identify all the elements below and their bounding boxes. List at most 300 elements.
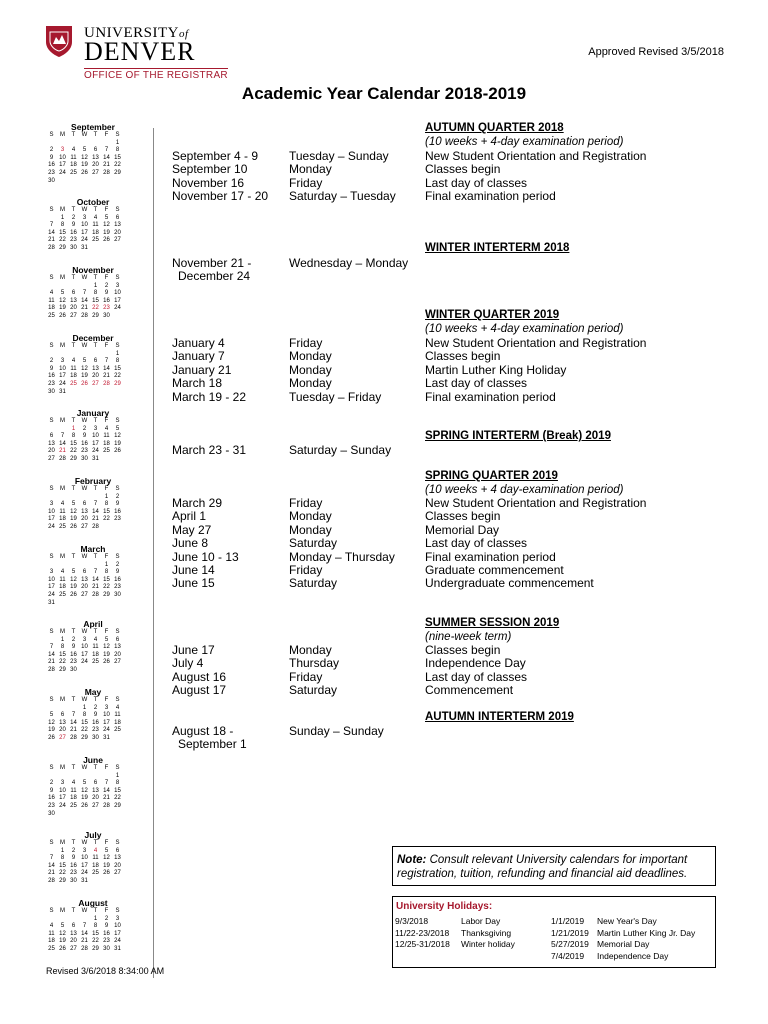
day-cell: 25	[70, 802, 77, 809]
day-cell: 25	[59, 523, 66, 530]
day-cell: 13	[92, 787, 99, 794]
event-days: Saturday – Sunday	[289, 443, 392, 457]
day-cell: 30	[114, 591, 121, 598]
day-cell: 8	[115, 147, 120, 154]
day-cell: 22	[103, 516, 110, 523]
day-cell: 28	[81, 312, 88, 319]
weekday-label: S	[49, 132, 54, 138]
empty-cell	[79, 283, 90, 291]
day-cell: 14	[103, 787, 110, 794]
week-row	[46, 637, 140, 645]
day-cell: 26	[103, 870, 110, 877]
day-cell: 18	[59, 584, 66, 591]
week-row	[46, 788, 140, 796]
day-cell: 12	[103, 644, 110, 651]
weekday-label: T	[71, 629, 76, 635]
day-cell: 5	[115, 425, 120, 432]
event-description: Classes begin	[425, 643, 501, 657]
weekday-label: F	[104, 765, 109, 771]
week-row	[46, 298, 140, 306]
event-days: Saturday	[289, 576, 338, 591]
week-row	[46, 351, 140, 359]
day-cell: 9	[71, 644, 76, 651]
empty-cell	[46, 705, 57, 713]
day-cell: 28	[59, 455, 66, 462]
day-cell: 2	[104, 915, 109, 922]
day-cell: 21	[103, 373, 110, 380]
day-cell: 28	[48, 666, 55, 673]
weekday-label: T	[93, 207, 98, 213]
week-row	[46, 735, 140, 743]
day-cell: 30	[48, 388, 55, 395]
event-days: Friday	[289, 175, 323, 190]
day-cell: 9	[104, 290, 109, 297]
day-cell: 8	[104, 501, 109, 508]
week-row	[46, 456, 140, 464]
event-description: New Student Orientation and Registration	[425, 149, 647, 163]
day-cell: 31	[81, 244, 88, 251]
day-cell: 15	[114, 365, 121, 372]
day-cell: 2	[71, 636, 76, 643]
weekday-label: M	[60, 697, 65, 703]
day-cell: 24	[81, 870, 88, 877]
weekday-label: S	[49, 629, 54, 635]
empty-cell	[57, 140, 68, 148]
day-cell: 31	[81, 877, 88, 884]
note-label: Note:	[397, 854, 427, 866]
weekday-header	[46, 343, 140, 351]
day-cell: 5	[82, 358, 87, 365]
empty-cell	[79, 351, 90, 359]
day-cell: 5	[82, 780, 87, 787]
weekday-label: F	[104, 132, 109, 138]
day-cell: 22	[114, 162, 121, 169]
day-cell: 11	[48, 297, 55, 304]
day-cell: 20	[81, 584, 88, 591]
day-cell: 13	[59, 719, 66, 726]
day-cell: 6	[49, 433, 54, 440]
day-cell: 13	[92, 154, 99, 161]
day-cell: 12	[59, 297, 66, 304]
day-cell: 9	[49, 154, 54, 161]
day-cell: 29	[59, 666, 66, 673]
day-cell: 6	[71, 923, 76, 930]
weekday-header	[46, 418, 140, 426]
day-cell: 21	[92, 516, 99, 523]
day-cell: 18	[59, 516, 66, 523]
day-cell: 20	[114, 862, 121, 869]
logo-office: OFFICE OF THE REGISTRAR	[84, 70, 228, 81]
day-cell: 17	[48, 584, 55, 591]
day-cell: 19	[103, 651, 110, 658]
weekday-label: S	[49, 765, 54, 771]
mini-calendar-title: November	[72, 265, 114, 275]
mini-calendar-december	[46, 333, 140, 396]
day-cell: 21	[48, 870, 55, 877]
day-cell: 26	[103, 659, 110, 666]
day-cell: 12	[70, 576, 77, 583]
day-cell: 30	[70, 877, 77, 884]
event-description: Classes begin	[425, 509, 501, 524]
weekday-label: F	[104, 629, 109, 635]
event-date: March 23 - 31	[172, 443, 247, 457]
holiday-day: 3	[60, 147, 65, 154]
empty-cell	[101, 773, 112, 781]
day-cell: 2	[49, 780, 54, 787]
revised-timestamp: Revised 3/6/2018 8:34:00 AM	[46, 966, 165, 976]
section-note: (10 weeks + 4-day examination period)	[425, 322, 624, 335]
weekday-label: W	[81, 207, 88, 213]
event-description: Classes begin	[425, 162, 501, 177]
day-cell: 22	[81, 727, 88, 734]
mini-calendar-title: March	[80, 544, 106, 554]
day-cell: 10	[81, 644, 88, 651]
day-cell: 3	[49, 569, 54, 576]
empty-cell	[46, 426, 57, 434]
event-date: November 16	[172, 175, 245, 190]
section-note: (10 weeks + 4-day examination period)	[425, 135, 624, 148]
empty-cell	[90, 773, 101, 781]
day-cell: 2	[71, 847, 76, 854]
mini-calendar-title: January	[76, 408, 110, 418]
day-cell: 11	[48, 930, 55, 937]
day-cell: 18	[92, 862, 99, 869]
day-cell: 16	[103, 930, 110, 937]
empty-cell	[101, 351, 112, 359]
day-cell: 13	[81, 508, 88, 515]
empty-cell	[79, 562, 90, 570]
day-cell: 21	[103, 162, 110, 169]
day-cell: 25	[59, 591, 66, 598]
day-cell: 30	[103, 945, 110, 952]
weekday-header	[46, 908, 140, 916]
day-cell: 5	[71, 501, 76, 508]
week-row	[46, 848, 140, 856]
day-cell: 2	[49, 358, 54, 365]
week-row	[46, 780, 140, 788]
weekday-header	[46, 765, 140, 773]
weekday-label: M	[60, 486, 65, 492]
holiday-name: Labor Day	[461, 916, 501, 926]
day-cell: 13	[114, 855, 121, 862]
day-cell: 23	[92, 727, 99, 734]
weekday-label: F	[104, 418, 109, 424]
day-cell: 1	[82, 704, 87, 711]
weekday-label: W	[81, 840, 88, 846]
day-cell: 21	[103, 795, 110, 802]
mini-calendar-title: September	[71, 122, 115, 132]
event-date: March 29	[172, 496, 223, 510]
weekday-label: W	[81, 132, 88, 138]
weekday-header	[46, 697, 140, 705]
event-days: Saturday	[289, 683, 338, 698]
weekday-label: M	[60, 554, 65, 560]
week-row	[46, 659, 140, 667]
week-row	[46, 313, 140, 321]
holiday-day: 27	[92, 380, 99, 387]
week-row	[46, 389, 140, 397]
day-cell: 6	[93, 358, 98, 365]
day-cell: 17	[59, 373, 66, 380]
event-days: Wednesday – Monday	[289, 256, 409, 270]
weekday-label: T	[93, 765, 98, 771]
day-cell: 16	[48, 373, 55, 380]
event-days: Thursday	[289, 656, 340, 671]
week-row	[46, 230, 140, 238]
day-cell: 10	[59, 154, 66, 161]
weekday-label: T	[71, 486, 76, 492]
day-cell: 17	[59, 162, 66, 169]
day-cell: 17	[114, 297, 121, 304]
day-cell: 13	[70, 297, 77, 304]
event-description: Independence Day	[425, 656, 526, 671]
day-cell: 8	[82, 712, 87, 719]
day-cell: 24	[103, 727, 110, 734]
note-text: Consult relevant University calendars for important registration, tuition, refunding and financial aid deadlines.	[397, 854, 688, 880]
empty-cell	[46, 637, 57, 645]
day-cell: 25	[48, 312, 55, 319]
week-row	[46, 178, 140, 186]
day-cell: 8	[60, 855, 65, 862]
day-cell: 4	[49, 923, 54, 930]
event-days: Monday	[289, 362, 332, 377]
day-cell: 7	[104, 358, 109, 365]
week-row	[46, 433, 140, 441]
day-cell: 23	[114, 516, 121, 523]
weekday-label: T	[93, 132, 98, 138]
day-cell: 13	[48, 440, 55, 447]
weekday-label: M	[60, 132, 65, 138]
week-row	[46, 170, 140, 178]
section-note: (10 weeks + 4 day-examination period)	[425, 483, 624, 496]
weekday-label: M	[60, 908, 65, 914]
mini-calendar-april	[46, 619, 140, 675]
holiday-name: Martin Luther King Jr. Day	[597, 927, 696, 938]
day-cell: 13	[70, 930, 77, 937]
day-cell: 6	[82, 501, 87, 508]
week-row	[46, 441, 140, 449]
day-cell: 15	[70, 440, 77, 447]
mini-calendar-october	[46, 197, 140, 253]
day-cell: 24	[81, 659, 88, 666]
day-cell: 3	[104, 704, 109, 711]
week-row	[46, 562, 140, 570]
holiday-date: 1/1/2019	[551, 916, 585, 926]
weekday-label: S	[49, 207, 54, 213]
day-cell: 17	[59, 795, 66, 802]
day-cell: 19	[81, 373, 88, 380]
day-cell: 1	[115, 139, 120, 146]
day-cell: 10	[92, 433, 99, 440]
weekday-label: W	[81, 418, 88, 424]
weekday-label: S	[49, 840, 54, 846]
weekday-label: T	[71, 418, 76, 424]
day-cell: 30	[92, 734, 99, 741]
day-cell: 5	[104, 214, 109, 221]
holiday-day: 4	[93, 847, 98, 854]
day-cell: 19	[81, 162, 88, 169]
event-description: Last day of classes	[425, 536, 528, 551]
event-description: New Student Orientation and Registration	[425, 496, 647, 510]
day-cell: 22	[92, 938, 99, 945]
weekday-label: S	[49, 908, 54, 914]
day-cell: 30	[48, 810, 55, 817]
day-cell: 31	[103, 734, 110, 741]
event-date: November 17 - 20	[172, 189, 269, 204]
holiday-name: Winter holiday	[461, 939, 515, 949]
weekday-label: T	[71, 343, 76, 349]
week-row	[46, 147, 140, 155]
weekday-label: F	[104, 697, 109, 703]
day-cell: 31	[114, 945, 121, 952]
day-cell: 23	[48, 802, 55, 809]
day-cell: 6	[115, 214, 120, 221]
day-cell: 12	[114, 433, 121, 440]
day-cell: 11	[59, 508, 66, 515]
section-heading: SUMMER SESSION 2019	[425, 617, 560, 629]
day-cell: 10	[48, 576, 55, 583]
day-cell: 29	[59, 877, 66, 884]
week-row	[46, 366, 140, 374]
holiday-name: New Year's Day	[597, 916, 657, 926]
empty-cell	[68, 140, 79, 148]
day-cell: 13	[114, 222, 121, 229]
holiday-day: 26	[81, 380, 88, 387]
day-cell: 15	[103, 508, 110, 515]
weekday-label: W	[81, 275, 88, 281]
day-cell: 17	[81, 862, 88, 869]
week-row	[46, 283, 140, 291]
day-cell: 23	[70, 237, 77, 244]
week-row	[46, 501, 140, 509]
logo-denver: DENVER	[84, 37, 196, 66]
day-cell: 5	[71, 569, 76, 576]
weekday-label: F	[104, 207, 109, 213]
week-row	[46, 652, 140, 660]
day-cell: 9	[71, 855, 76, 862]
mini-calendar-november	[46, 265, 140, 321]
day-cell: 22	[103, 584, 110, 591]
day-cell: 11	[70, 365, 77, 372]
day-cell: 1	[104, 493, 109, 500]
day-cell: 27	[70, 312, 77, 319]
weekday-label: M	[60, 418, 65, 424]
day-cell: 16	[48, 795, 55, 802]
day-cell: 26	[70, 591, 77, 598]
weekday-label: M	[60, 207, 65, 213]
day-cell: 4	[104, 425, 109, 432]
event-date: April 1	[172, 509, 207, 524]
day-cell: 6	[93, 780, 98, 787]
day-cell: 10	[59, 365, 66, 372]
day-cell: 18	[48, 305, 55, 312]
week-row	[46, 795, 140, 803]
day-cell: 14	[48, 651, 55, 658]
day-cell: 7	[93, 501, 98, 508]
weekday-label: T	[93, 486, 98, 492]
day-cell: 1	[60, 636, 65, 643]
day-cell: 20	[81, 516, 88, 523]
empty-cell	[68, 494, 79, 502]
day-cell: 9	[49, 365, 54, 372]
day-cell: 3	[115, 915, 120, 922]
day-cell: 2	[104, 282, 109, 289]
day-cell: 1	[115, 772, 120, 779]
empty-cell	[46, 283, 57, 291]
day-cell: 3	[60, 780, 65, 787]
empty-cell	[79, 494, 90, 502]
empty-cell	[68, 283, 79, 291]
week-row	[46, 584, 140, 592]
day-cell: 24	[48, 523, 55, 530]
day-cell: 16	[70, 651, 77, 658]
weekday-label: M	[60, 343, 65, 349]
section-heading: WINTER INTERTERM 2018	[425, 242, 570, 254]
empty-cell	[101, 140, 112, 148]
weekday-header	[46, 554, 140, 562]
week-row	[46, 727, 140, 735]
week-row	[46, 705, 140, 713]
day-cell: 9	[115, 569, 120, 576]
day-cell: 8	[93, 290, 98, 297]
section-note: (nine-week term)	[425, 630, 512, 643]
week-row	[46, 426, 140, 434]
empty-cell	[46, 494, 57, 502]
event-date: June 17	[172, 643, 215, 657]
event-description: Martin Luther King Holiday	[425, 362, 567, 377]
day-cell: 9	[104, 923, 109, 930]
day-cell: 27	[81, 591, 88, 598]
weekday-label: M	[60, 765, 65, 771]
weekday-label: W	[81, 908, 88, 914]
event-date: May 27	[172, 522, 212, 537]
holiday-date: 9/3/2018	[395, 916, 429, 926]
day-cell: 12	[70, 508, 77, 515]
day-cell: 7	[49, 644, 54, 651]
day-cell: 31	[92, 455, 99, 462]
mini-calendar-title: October	[76, 197, 110, 207]
weekday-label: T	[71, 275, 76, 281]
weekday-label: S	[115, 697, 120, 703]
event-description: Final examination period	[425, 389, 556, 404]
weekday-header	[46, 629, 140, 637]
day-cell: 24	[114, 305, 121, 312]
empty-cell	[46, 848, 57, 856]
day-cell: 14	[59, 440, 66, 447]
shield-icon	[44, 24, 74, 58]
week-row	[46, 712, 140, 720]
holiday-day: 23	[103, 305, 110, 312]
day-cell: 4	[71, 147, 76, 154]
weekday-header	[46, 207, 140, 215]
day-cell: 7	[82, 290, 87, 297]
day-cell: 25	[92, 870, 99, 877]
day-cell: 26	[81, 802, 88, 809]
day-cell: 29	[114, 169, 121, 176]
weekday-label: W	[81, 554, 88, 560]
weekday-label: F	[104, 840, 109, 846]
day-cell: 28	[103, 802, 110, 809]
day-cell: 6	[93, 147, 98, 154]
day-cell: 12	[59, 930, 66, 937]
day-cell: 4	[49, 290, 54, 297]
event-date: March 18	[172, 376, 223, 391]
weekday-label: F	[104, 486, 109, 492]
holiday-date: 12/25-31/2018	[395, 939, 450, 949]
mini-calendar-june	[46, 755, 140, 818]
event-days: Sunday – Sunday	[289, 724, 384, 738]
holiday-date: 1/21/2019	[551, 927, 589, 938]
